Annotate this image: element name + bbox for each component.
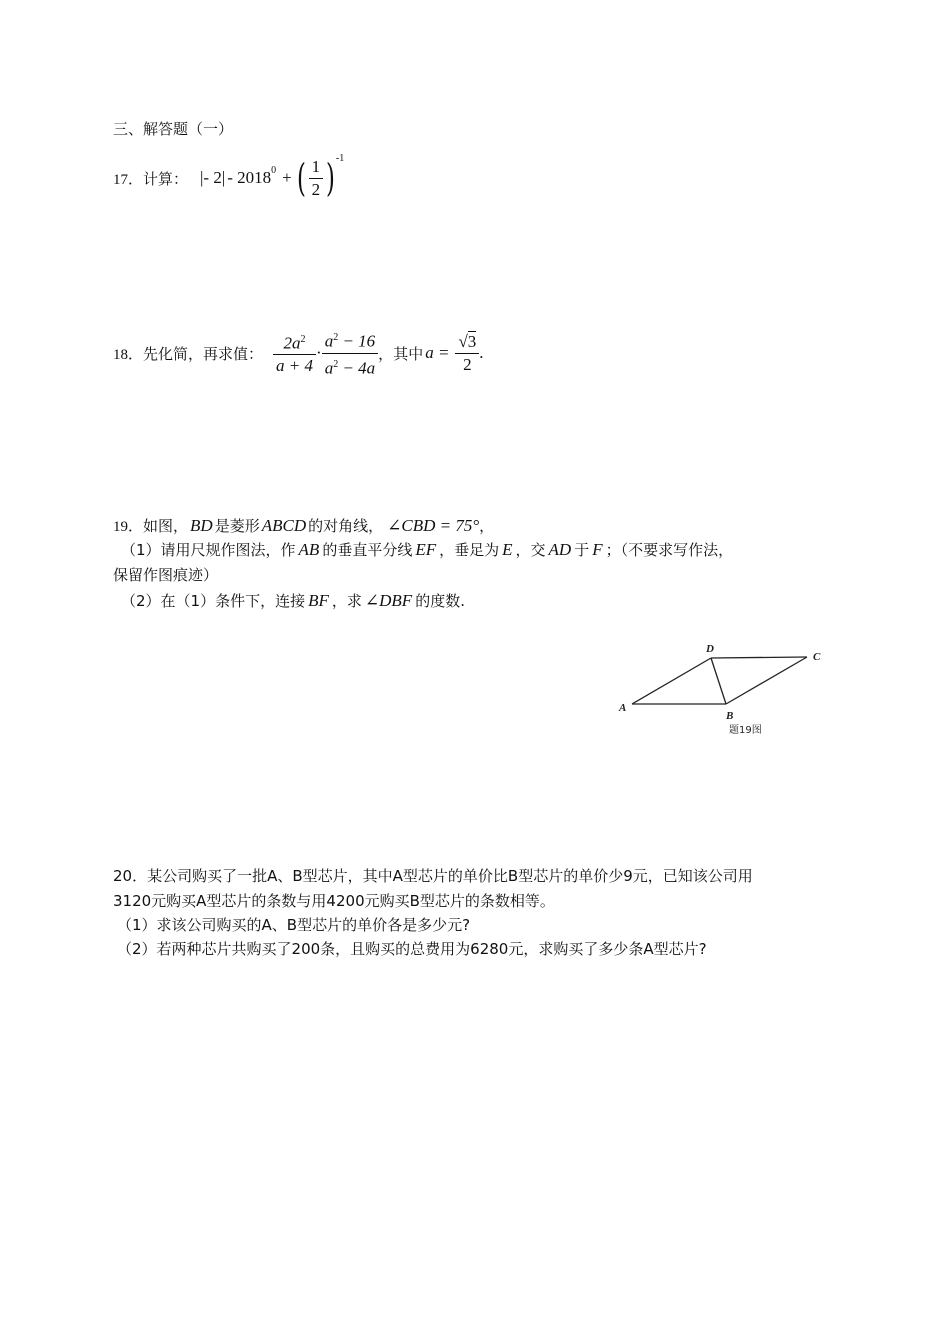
question-20-line-2: 3120元购买A型芯片的条数与用4200元购买B型芯片的条数相等。 <box>113 892 555 910</box>
q18-where: 其中 <box>393 344 424 363</box>
rhombus-figure <box>600 630 840 745</box>
q19-p2-b: ，求 <box>331 592 362 610</box>
question-19-part-1 <box>121 538 733 562</box>
q17-left-paren: ( <box>296 156 306 200</box>
question-20-line-1: 20．某公司购买了一批A、B型芯片，其中A型芯片的单价比B型芯片的单价少9元，已知该公司用 <box>113 867 753 885</box>
label-a: A <box>619 702 627 714</box>
q17-fraction <box>309 156 324 201</box>
section-title: 三、解答题（一） <box>113 120 234 138</box>
q18-dot: · <box>316 343 322 362</box>
q18-f2-num-exp: 2 <box>333 331 339 343</box>
q18-a-eq: a = <box>425 343 450 362</box>
q19-number: 19． <box>113 519 144 535</box>
q19-ad: AD <box>548 540 572 559</box>
question-19-part-2 <box>121 589 465 613</box>
question-19-line-1 <box>113 514 494 539</box>
q18-f2-num-rest: − 16 <box>338 331 376 351</box>
q17-zero-exponent: 0 <box>271 164 277 176</box>
q18-sqrt-val: 3 <box>467 331 477 351</box>
q18-comma: ， <box>378 344 394 363</box>
q19-f: F <box>592 540 603 559</box>
q18-fraction-1 <box>273 329 316 378</box>
q17-right-paren: ) <box>326 156 335 200</box>
q17-frac-num: 1 <box>309 156 324 179</box>
q19-text-c: 的对角线， <box>308 517 384 535</box>
q17-plus: + <box>282 168 292 187</box>
q17-frac-den: 2 <box>311 179 321 199</box>
q19-p2-a: （2）在（1）条件下，连接 <box>121 592 306 610</box>
q19-p1-d: ，交 <box>515 541 546 559</box>
q19-p2-c: 的度数. <box>415 592 465 610</box>
q18-f1-num-exp: 2 <box>300 333 306 345</box>
q19-ab: AB <box>298 540 320 559</box>
q18-fraction-2 <box>322 327 378 379</box>
q18-label: 先化简，再求值： <box>143 344 264 363</box>
question-17 <box>113 150 344 206</box>
q18-f1-den: a + 4 <box>276 356 314 376</box>
q19-bd: BD <box>190 516 213 535</box>
q19-p1-a: （1）请用尺规作图法，作 <box>121 541 296 559</box>
label-c: C <box>813 651 821 663</box>
q18-f2-den-a: a <box>324 358 334 378</box>
q19-p1-e: 于 <box>574 541 590 559</box>
question-18 <box>113 325 484 381</box>
q18-sqrt-fraction <box>455 331 479 376</box>
sqrt-icon: √ <box>458 331 468 351</box>
q18-f2-num-a: a <box>324 331 334 351</box>
question-20-part-2: （2）若两种芯片共购买了200条，且购买的总费用为6280元，求购买了多少条A型芯片? <box>117 940 707 958</box>
q17-abs-expr: |- 2| <box>200 168 226 187</box>
q18-f1-num: 2a <box>283 333 301 353</box>
q19-dbf: ∠DBF <box>364 591 413 610</box>
q17-minus-year: - 2018 <box>227 168 272 187</box>
diagonal-bd <box>711 658 726 704</box>
q17-number: 17． <box>113 171 144 188</box>
q18-den: 2 <box>463 354 472 374</box>
q18-f2-den-exp: 2 <box>333 358 339 370</box>
q19-text-a: 如图， <box>143 517 189 535</box>
q18-period: . <box>479 343 484 362</box>
side-cb <box>726 657 807 704</box>
q19-text-b: 是菱形 <box>214 517 260 535</box>
q19-abcd: ABCD <box>261 516 307 535</box>
q18-number: 18． <box>113 346 144 363</box>
q19-bf: BF <box>308 591 329 610</box>
q19-angle: ∠CBD = 75° <box>387 516 480 535</box>
q19-p1-b: 的垂直平分线 <box>322 541 413 559</box>
q19-ef: EF <box>415 540 437 559</box>
figure-caption: 题19图 <box>729 725 762 736</box>
q19-e: E <box>502 540 513 559</box>
q19-text-d: ， <box>479 517 495 535</box>
q19-p1-f: ；（不要求写作法， <box>605 541 734 559</box>
label-d: D <box>706 643 714 655</box>
side-ad <box>632 658 711 704</box>
q19-p1-c: ，垂足为 <box>439 541 500 559</box>
question-20-part-1: （1）求该公司购买的A、B型芯片的单价各是多少元? <box>117 916 471 934</box>
side-dc <box>711 657 807 658</box>
q17-label: 计算： <box>143 169 189 188</box>
q17-neg-exponent: -1 <box>335 152 345 164</box>
q18-f2-den-rest: − 4a <box>338 358 376 378</box>
question-19-part-1-cont: 保留作图痕迹） <box>113 566 219 584</box>
label-b: B <box>726 710 734 722</box>
